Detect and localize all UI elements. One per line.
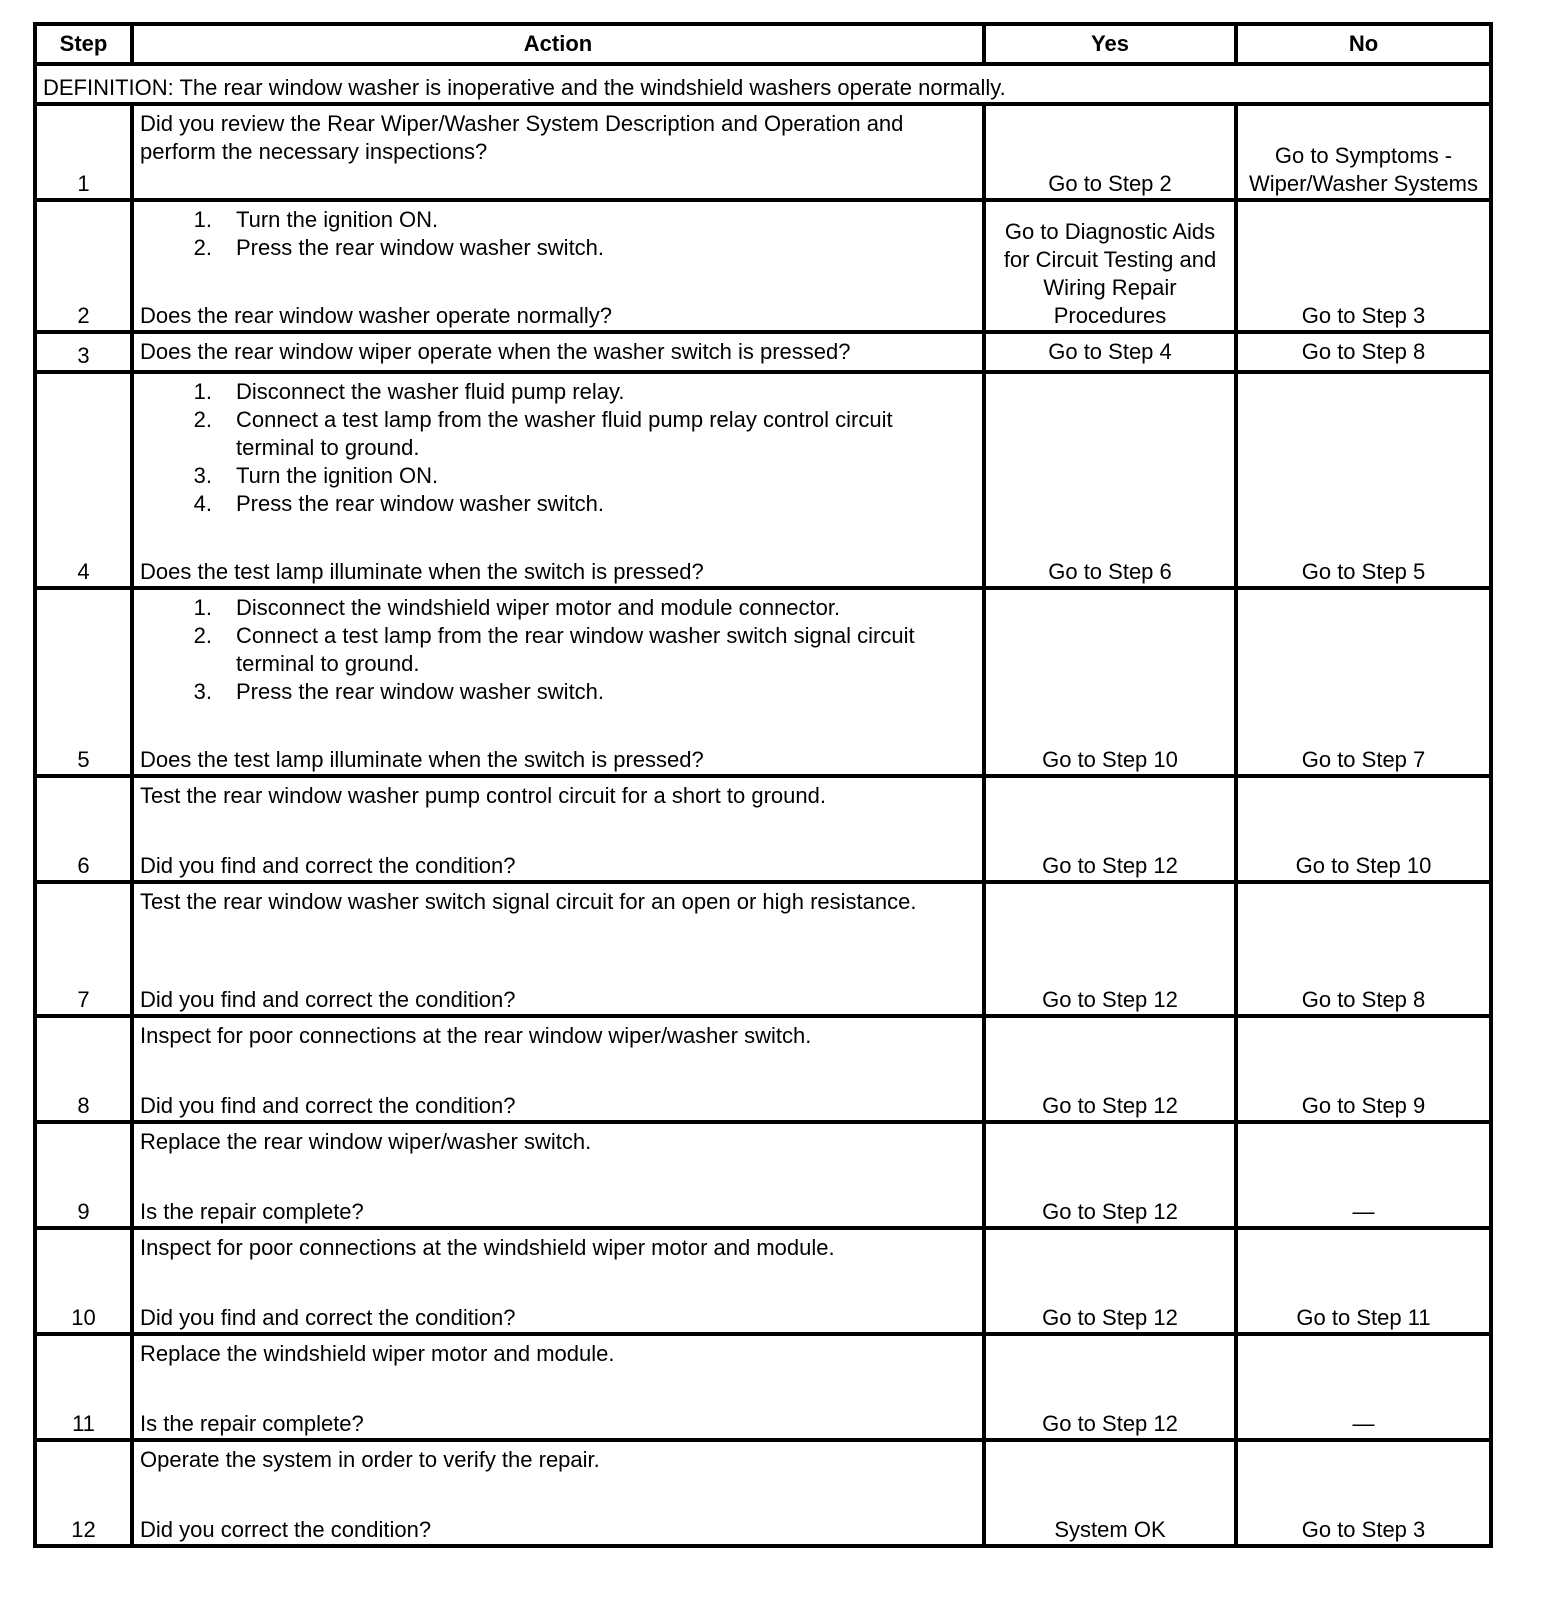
action-instruction: Operate the system in order to verify the repair.	[140, 1447, 600, 1472]
table-row	[35, 1334, 1491, 1440]
action-instruction: Test the rear window washer pump control circuit for a short to ground.	[140, 783, 826, 808]
action-cell	[132, 1440, 984, 1546]
action-cell	[132, 1334, 984, 1440]
no-result: Go to Step 3	[1236, 1440, 1491, 1546]
action-question: Is the repair complete?	[140, 1411, 364, 1436]
action-question: Did you find and correct the condition?	[140, 853, 516, 878]
substep-item: 4. Press the rear window washer switch.	[193, 491, 605, 516]
no-result: Go to Step 8	[1236, 882, 1491, 1016]
substep-item: 3. Press the rear window washer switch.	[193, 679, 605, 704]
action-cell	[132, 588, 984, 776]
yes-result: Go to Step 12	[984, 1228, 1236, 1334]
table-row	[35, 776, 1491, 882]
step-number: 2	[35, 200, 132, 332]
yes-result: System OK	[984, 1440, 1236, 1546]
table-row	[35, 332, 1491, 372]
table-row	[35, 104, 1491, 200]
yes-result: Go to Step 12	[984, 1122, 1236, 1228]
table-row	[35, 1016, 1491, 1122]
step-number: 7	[35, 882, 132, 1016]
no-result: Go to Step 10	[1236, 776, 1491, 882]
action-question: Is the repair complete?	[140, 1199, 364, 1224]
action-instruction: Did you review the Rear Wiper/Washer System Description and Operation and perform the necessary inspections?	[140, 111, 904, 164]
step-number: 3	[35, 332, 132, 372]
action-question: Does the test lamp illuminate when the switch is pressed?	[140, 559, 704, 584]
yes-result: Go to Step 6	[984, 372, 1236, 588]
table-row	[35, 1122, 1491, 1228]
action-cell	[132, 776, 984, 882]
action-instruction: Replace the rear window wiper/washer switch.	[140, 1129, 592, 1154]
yes-result: Go to Step 10	[984, 588, 1236, 776]
action-question: Did you correct the condition?	[140, 1517, 432, 1542]
header-yes: Yes	[984, 24, 1236, 64]
no-result: Go to Step 9	[1236, 1016, 1491, 1122]
action-instruction: Inspect for poor connections at the windshield wiper motor and module.	[140, 1235, 835, 1260]
action-cell	[132, 1122, 984, 1228]
step-number: 4	[35, 372, 132, 588]
no-result: Go to Step 7	[1236, 588, 1491, 776]
step-number: 5	[35, 588, 132, 776]
action-instruction: Inspect for poor connections at the rear window wiper/washer switch.	[140, 1023, 812, 1048]
no-result: Go to Step 11	[1236, 1228, 1491, 1334]
substep-item: 1. Disconnect the windshield wiper motor and module connector.	[193, 595, 841, 620]
step-number: 12	[35, 1440, 132, 1546]
table-row	[35, 372, 1491, 588]
yes-result: Go to Step 12	[984, 882, 1236, 1016]
yes-result: Go to Step 12	[984, 1334, 1236, 1440]
header-no: No	[1236, 24, 1491, 64]
header-row	[35, 24, 1491, 64]
action-cell	[132, 372, 984, 588]
step-number: 8	[35, 1016, 132, 1122]
action-instruction: Does the rear window wiper operate when the washer switch is pressed?	[140, 339, 851, 364]
action-question: Does the test lamp illuminate when the switch is pressed?	[140, 747, 704, 772]
yes-result: Go to Step 12	[984, 1016, 1236, 1122]
action-instruction: Replace the windshield wiper motor and module.	[140, 1341, 615, 1366]
table-row	[35, 1440, 1491, 1546]
table-row	[35, 1228, 1491, 1334]
definition-text: DEFINITION: The rear window washer is inoperative and the windshield washers operate normally.	[35, 64, 1491, 104]
action-question: Does the rear window washer operate normally?	[140, 303, 613, 328]
action-cell	[132, 882, 984, 1016]
substep-list	[140, 378, 976, 518]
action-cell	[132, 1228, 984, 1334]
substep-item: 1. Disconnect the washer fluid pump relay.	[193, 379, 625, 404]
step-number: 9	[35, 1122, 132, 1228]
substep-item: 2. Connect a test lamp from the rear window washer switch signal circuit terminal to ground.	[193, 623, 915, 676]
substep-list	[140, 594, 976, 706]
action-cell	[132, 332, 984, 372]
table-row	[35, 200, 1491, 332]
substep-item: 1. Turn the ignition ON.	[193, 207, 439, 232]
yes-result: Go to Diagnostic Aids for Circuit Testing and Wiring Repair Procedures	[984, 200, 1236, 332]
action-question: Did you find and correct the condition?	[140, 987, 516, 1012]
no-result: Go to Step 3	[1236, 200, 1491, 332]
substep-item: 2. Press the rear window washer switch.	[193, 235, 605, 260]
table-row	[35, 588, 1491, 776]
step-number: 1	[35, 104, 132, 200]
action-cell	[132, 104, 984, 200]
action-question: Did you find and correct the condition?	[140, 1093, 516, 1118]
header-action: Action	[132, 24, 984, 64]
yes-result: Go to Step 4	[984, 332, 1236, 372]
action-question: Did you find and correct the condition?	[140, 1305, 516, 1330]
no-result: Go to Step 8	[1236, 332, 1491, 372]
action-cell	[132, 1016, 984, 1122]
substep-list	[140, 206, 976, 262]
action-cell	[132, 200, 984, 332]
no-result: —	[1236, 1334, 1491, 1440]
no-result: Go to Symptoms - Wiper/Washer Systems	[1236, 104, 1491, 200]
yes-result: Go to Step 12	[984, 776, 1236, 882]
header-step: Step	[35, 24, 132, 64]
table-row	[35, 882, 1491, 1016]
yes-result: Go to Step 2	[984, 104, 1236, 200]
action-instruction: Test the rear window washer switch signal circuit for an open or high resistance.	[140, 889, 917, 914]
substep-item: 3. Turn the ignition ON.	[193, 463, 439, 488]
step-number: 10	[35, 1228, 132, 1334]
substep-item: 2. Connect a test lamp from the washer fluid pump relay control circuit terminal to ground.	[193, 407, 893, 460]
step-number: 6	[35, 776, 132, 882]
no-result: —	[1236, 1122, 1491, 1228]
definition-row	[35, 64, 1491, 104]
diagnostic-table	[33, 22, 1493, 1548]
no-result: Go to Step 5	[1236, 372, 1491, 588]
step-number: 11	[35, 1334, 132, 1440]
